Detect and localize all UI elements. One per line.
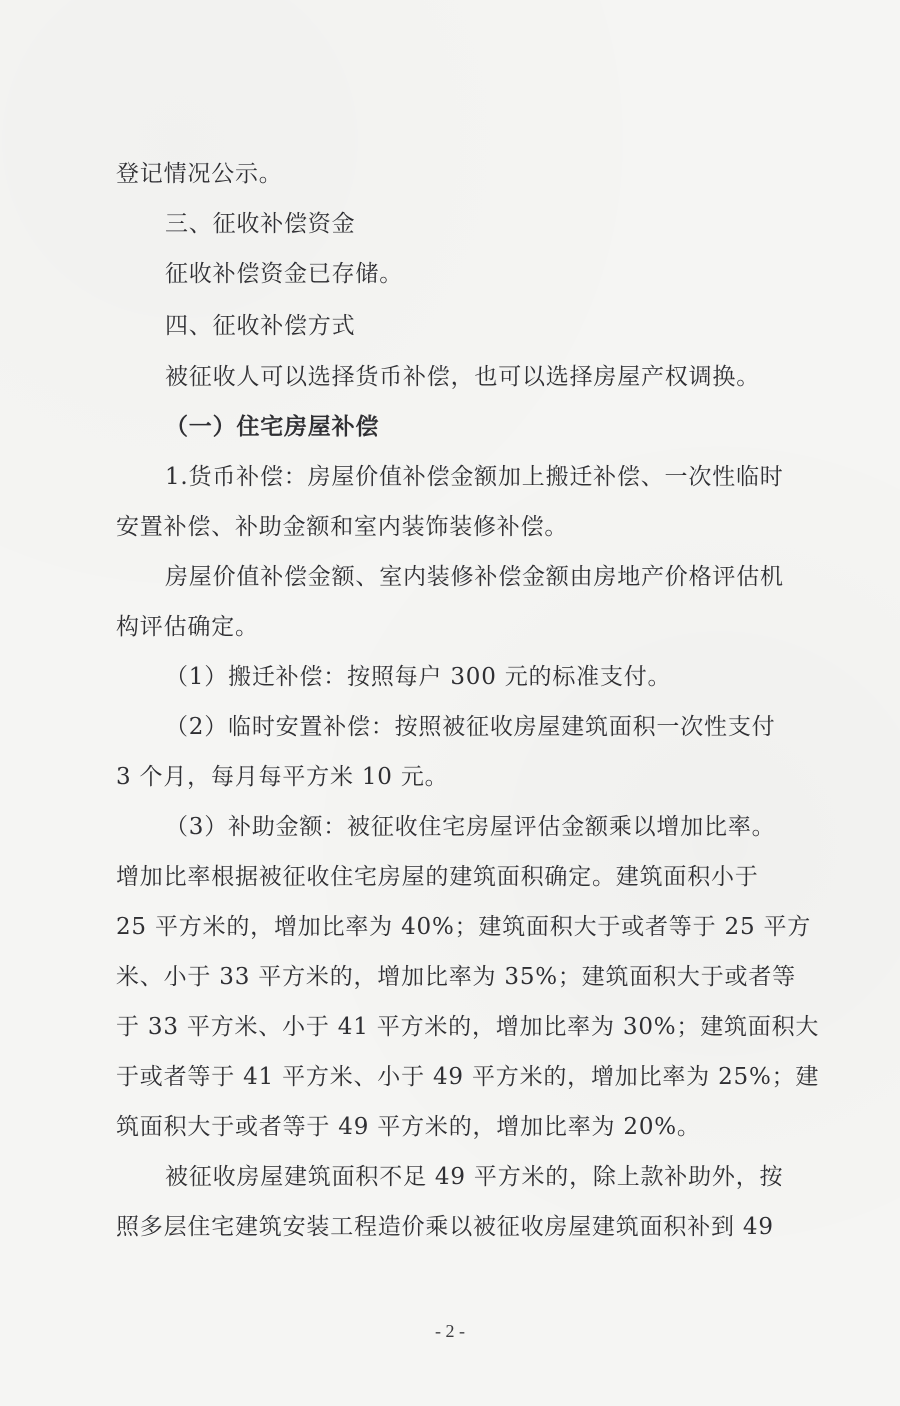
text-line-18: 被征收房屋建筑面积不足 49 平方米的，除上款补助外，按 [165, 1164, 784, 1190]
text-line-16: 于或者等于 41 平方米、小于 49 平方米的，增加比率为 25%；建 [116, 1064, 820, 1090]
text-line-5: 安置补偿、补助金额和室内装饰装修补偿。 [116, 514, 569, 540]
text-line-8: （1）搬迁补偿：按照每户 300 元的标准支付。 [165, 664, 672, 690]
text-line-12: 增加比率根据被征收住宅房屋的建筑面积确定。建筑面积小于 [116, 864, 759, 890]
text-line-13: 25 平方米的，增加比率为 40%；建筑面积大于或者等于 25 平方 [116, 914, 812, 940]
text-line-14: 米、小于 33 平方米的，增加比率为 35%；建筑面积大于或者等 [116, 964, 796, 990]
text-line-3: 被征收人可以选择货币补偿，也可以选择房屋产权调换。 [165, 364, 760, 390]
text-line-17: 筑面积大于或者等于 49 平方米的，增加比率为 20%。 [116, 1114, 701, 1140]
text-line-15: 于 33 平方米、小于 41 平方米的，增加比率为 30%；建筑面积大 [116, 1014, 820, 1040]
subsection-heading-1: （一）住宅房屋补偿 [165, 413, 380, 440]
page-number: - 2 - [435, 1321, 465, 1341]
text-line-10: 3 个月，每月每平方米 10 元。 [116, 764, 449, 790]
text-line-2: 征收补偿资金已存储。 [165, 261, 403, 287]
text-line-9: （2）临时安置补偿：按照被征收房屋建筑面积一次性支付 [165, 714, 776, 740]
text-line-7: 构评估确定。 [116, 614, 259, 640]
text-line-11: （3）补助金额：被征收住宅房屋评估金额乘以增加比率。 [165, 814, 776, 840]
text-line-1: 登记情况公示。 [116, 161, 283, 187]
section-heading-4: 四、征收补偿方式 [165, 313, 356, 339]
text-line-19: 照多层住宅建筑安装工程造价乘以被征收房屋建筑面积补到 49 [116, 1214, 774, 1240]
text-line-4: 1.货币补偿：房屋价值补偿金额加上搬迁补偿、一次性临时 [165, 464, 784, 490]
text-line-6: 房屋价值补偿金额、室内装修补偿金额由房地产价格评估机 [165, 564, 784, 590]
section-heading-3: 三、征收补偿资金 [165, 211, 356, 237]
